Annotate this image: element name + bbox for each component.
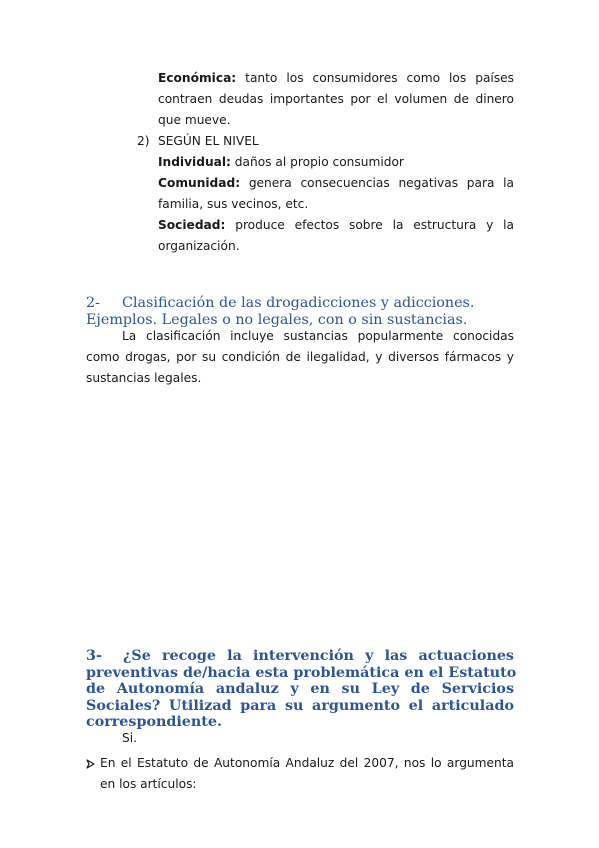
section-3-bullet-line-2: en los artículos: — [100, 777, 197, 791]
sociedad-label: Sociedad: — [158, 218, 226, 232]
comunidad-label: Comunidad: — [158, 176, 241, 190]
section-2-body-3: sustancias legales. — [86, 371, 202, 385]
sociedad-text-2: organización. — [158, 239, 240, 253]
economica-line-1 — [158, 68, 514, 89]
list-number-2: 2) — [137, 134, 150, 148]
section-2-number: 2- — [86, 295, 100, 311]
section-3-number: 3- — [86, 648, 102, 664]
sociedad-text-1: produce efectos sobre la estructura y la — [235, 218, 515, 232]
economica-text-2: contraen deudas importantes por el volumen de dinero — [158, 92, 514, 106]
section-3-title-5: correspondiente. — [86, 714, 222, 730]
section-3-title-3: de Autonomía andaluz y en su Ley de Servicios — [86, 681, 514, 697]
section-3-title-2: preventivas de/hacia esta problemática en el Estatuto — [86, 664, 517, 681]
section-3-title-1: ¿Se recoge la intervención y las actuaciones — [123, 648, 514, 664]
section-3-bullet-line-1: En el Estatuto de Autonomía Andaluz del 2007, nos lo argumenta — [100, 756, 514, 770]
section-3-heading — [86, 648, 517, 731]
section-2-body-1: La clasificación incluye sustancias popularmente conocidas — [122, 329, 514, 343]
sociedad-line-1 — [158, 215, 514, 236]
section-2-title-2: Ejemplos. Legales o no legales, con o sin sustancias. — [86, 311, 468, 328]
arrow-bullet-icon — [86, 753, 95, 774]
individual-line — [158, 152, 404, 173]
economica-text-1: tanto los consumidores como los países — [245, 71, 515, 85]
section-3-title-4: Sociales? Utilizad para su argumento el articulado — [86, 697, 514, 714]
nivel-title: SEGÚN EL NIVEL — [158, 134, 259, 148]
section-2-heading — [86, 295, 514, 328]
section-3-answer: Si. — [122, 731, 137, 745]
economica-label: Económica: — [158, 71, 237, 85]
comunidad-line-1 — [158, 173, 514, 194]
section-2-body-2: como drogas, por su condición de ilegalidad, y diversos fármacos y — [86, 350, 514, 364]
comunidad-text-1: genera consecuencias negativas para la — [248, 176, 515, 190]
economica-text-3: que mueve. — [158, 113, 231, 127]
individual-text: daños al propio consumidor — [234, 155, 404, 169]
section-2-title-1: Clasificación de las drogadicciones y adicciones. — [122, 295, 475, 311]
comunidad-text-2: familia, sus vecinos, etc. — [158, 197, 309, 211]
individual-label: Individual: — [158, 155, 231, 169]
